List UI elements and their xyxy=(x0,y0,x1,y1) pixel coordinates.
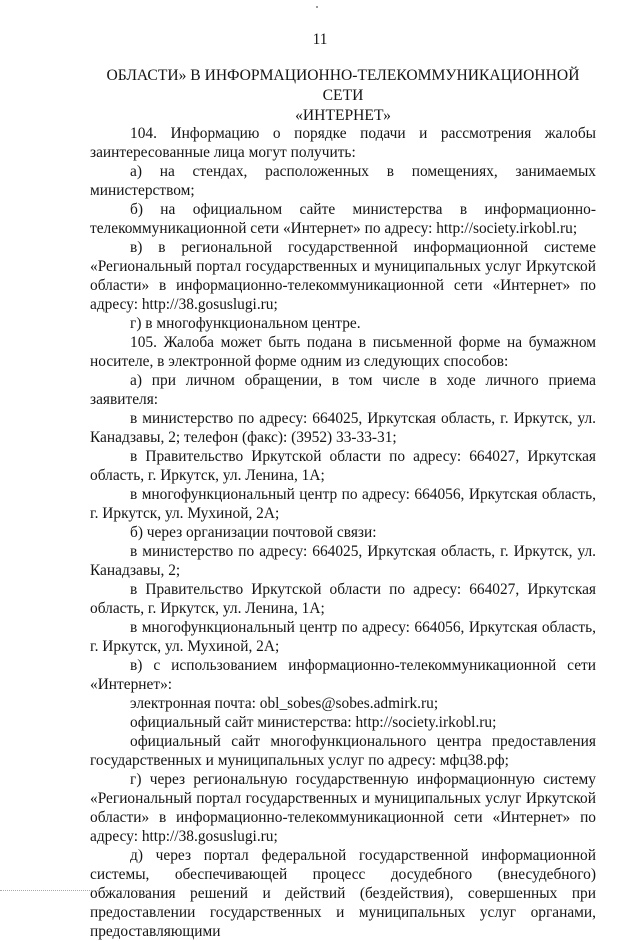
document-body xyxy=(90,124,596,941)
list-item: г) через региональную государственную информационную систему «Региональный портал государственных и муниципальных услуг Иркутской области» в информационно-телекоммуникационной сети «Интернет» по адресу: http://38.gosuslugi.ru; xyxy=(90,771,596,845)
address-item: в министерство по адресу: 664025, Иркутская область, г. Иркутск, ул. Канадзавы, 2; xyxy=(90,543,596,579)
list-item: б) на официальном сайте министерства в информационно-телекоммуникационной сети «Интернет» по адресу: http://society.irkobl.ru; xyxy=(90,201,596,237)
list-item: г) в многофункциональном центре. xyxy=(130,315,361,332)
page-number: 11 xyxy=(312,31,328,48)
website-line: официальный сайт министерства: http://society.irkobl.ru; xyxy=(130,714,497,731)
email-line: электронная почта: obl_sobes@sobes.admirk.ru; xyxy=(130,695,439,712)
list-item: а) при личном обращении, в том числе в ходе личного приема заявителя: xyxy=(90,372,596,408)
address-item: в министерство по адресу: 664025, Иркутская область, г. Иркутск, ул. Канадзавы, 2; телефон (факс): (3952) 33-33-31; xyxy=(90,410,596,446)
website-line: официальный сайт многофункционального центра предоставления государственных и муниципальных услуг по адресу: мфц38.рф; xyxy=(90,733,596,769)
heading-line-1: ОБЛАСТИ» В ИНФОРМАЦИОННО-ТЕЛЕКОММУНИКАЦИОННОЙ СЕТИ xyxy=(106,67,580,104)
list-item: б) через организации почтовой связи: xyxy=(130,524,377,541)
address-item: в Правительство Иркутской области по адресу: 664027, Иркутская область, г. Иркутск, ул. Ленина, 1А; xyxy=(90,448,596,484)
scan-edge-divider xyxy=(0,890,150,892)
paragraph-105: 105. Жалоба может быть подана в письменной форме на бумажном носителе, в электронной форме одним из следующих способов: xyxy=(90,334,596,370)
address-item: в Правительство Иркутской области по адресу: 664027, Иркутская область, г. Иркутск, ул. Ленина, 1А; xyxy=(90,581,596,617)
section-heading xyxy=(88,66,598,126)
address-item: в многофункциональный центр по адресу: 664056, Иркутская область, г. Иркутск, ул. Мухиной, 2А; xyxy=(90,486,596,522)
heading-line-2: «ИНТЕРНЕТ» xyxy=(295,107,391,124)
paragraph-104: 104. Информацию о порядке подачи и рассмотрения жалобы заинтересованные лица могут получить: xyxy=(90,125,596,161)
list-item: в) в региональной государственной информационной системе «Региональный портал государственных и муниципальных услуг Иркутской области» в информационно-телекоммуникационной сети «Интернет» по адресу: http://38.gosuslugi.ru; xyxy=(90,239,596,313)
scan-mark xyxy=(316,6,318,8)
list-item: д) через портал федеральной государственной информационной системы, обеспечивающей процесс досудебного (внесудебного) обжалования решений и действий (бездействия), совершенных при предоставлении государственных и муниципальных услуг органами, предоставляющими xyxy=(90,847,596,940)
list-item: в) с использованием информационно-телекоммуникационной сети «Интернет»: xyxy=(90,657,596,693)
address-item: в многофункциональный центр по адресу: 664056, Иркутская область, г. Иркутск, ул. Мухиной, 2А; xyxy=(90,619,596,655)
list-item: а) на стендах, расположенных в помещениях, занимаемых министерством; xyxy=(90,163,596,199)
